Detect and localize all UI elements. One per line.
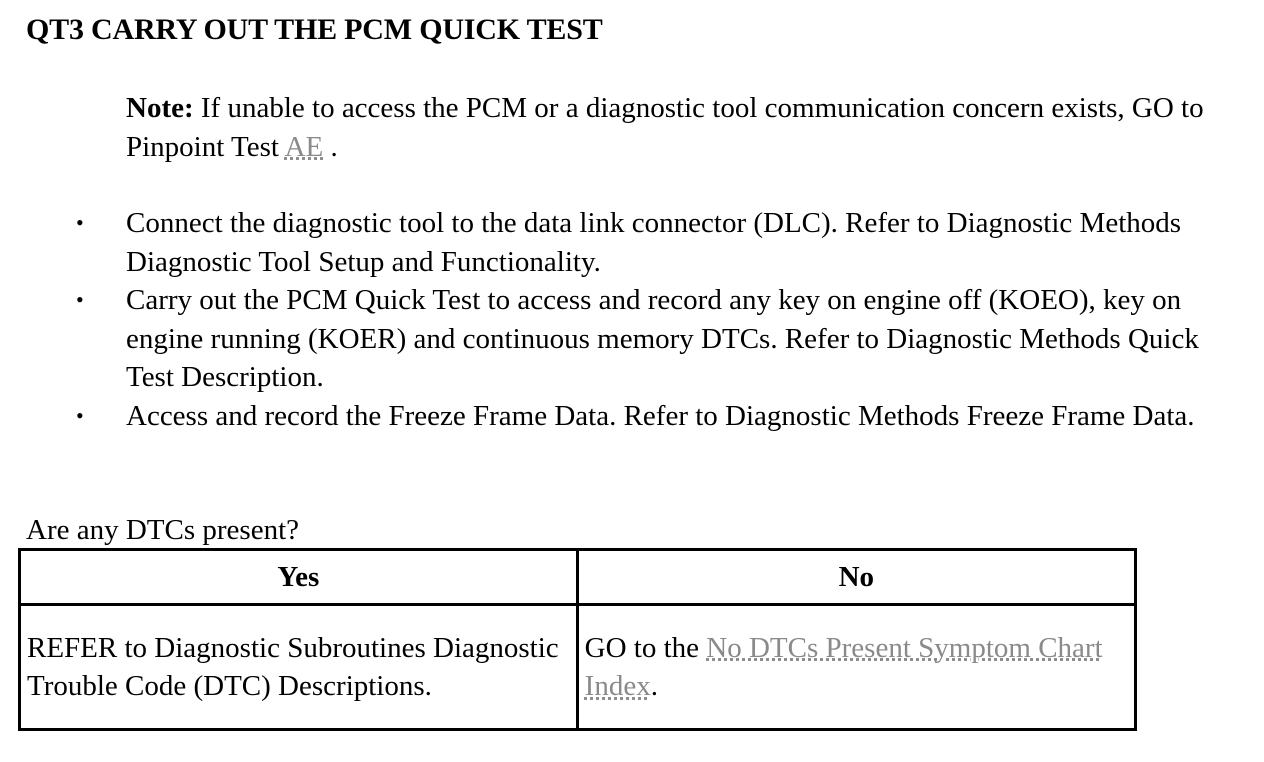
pinpoint-test-link[interactable]: AE [284, 130, 324, 163]
bullet-icon: • [76, 210, 84, 235]
no-cell-suffix: . [650, 670, 658, 702]
note-text: If unable to access the PCM or a diagnostic tool communication concern exists, GO to Pinpoint Test [126, 92, 1204, 163]
no-cell [577, 605, 1135, 730]
no-cell-prefix: GO to the [584, 631, 707, 664]
yes-column-header: Yes [20, 550, 578, 605]
list-item [76, 204, 1231, 281]
note-suffix: . [323, 130, 338, 163]
instruction-list [76, 204, 1231, 435]
answer-table [18, 548, 1137, 731]
list-item-text: Access and record the Freeze Frame Data. Refer to Diagnostic Methods Freeze Frame Data. [126, 399, 1195, 432]
yes-cell: REFER to Diagnostic Subroutines Diagnostic Trouble Code (DTC) Descriptions. [20, 605, 578, 730]
list-item-text: Carry out the PCM Quick Test to access and record any key on engine off (KOEO), key on engine running (KOER) and continuous memory DTCs. Refer to Diagnostic Methods Quick Test Description. [126, 284, 1199, 393]
table-header-row [20, 550, 1136, 605]
question-text: Are any DTCs present? [26, 514, 299, 546]
list-item-text: Connect the diagnostic tool to the data link connector (DLC). Refer to Diagnostic Methods Diagnostic Tool Setup and Functionality. [126, 207, 1182, 278]
note-paragraph [126, 89, 1216, 166]
page-title: QT3 CARRY OUT THE PCM QUICK TEST [26, 13, 603, 46]
bullet-icon: • [76, 402, 84, 428]
list-item [76, 281, 1231, 397]
table-row [20, 605, 1136, 730]
symptom-chart-link[interactable]: No DTCs Present Symptom Chart Index [584, 631, 1103, 702]
no-column-header: No [577, 550, 1135, 605]
note-label: Note: [126, 92, 194, 124]
bullet-icon: • [76, 287, 84, 312]
list-item [76, 397, 1231, 436]
